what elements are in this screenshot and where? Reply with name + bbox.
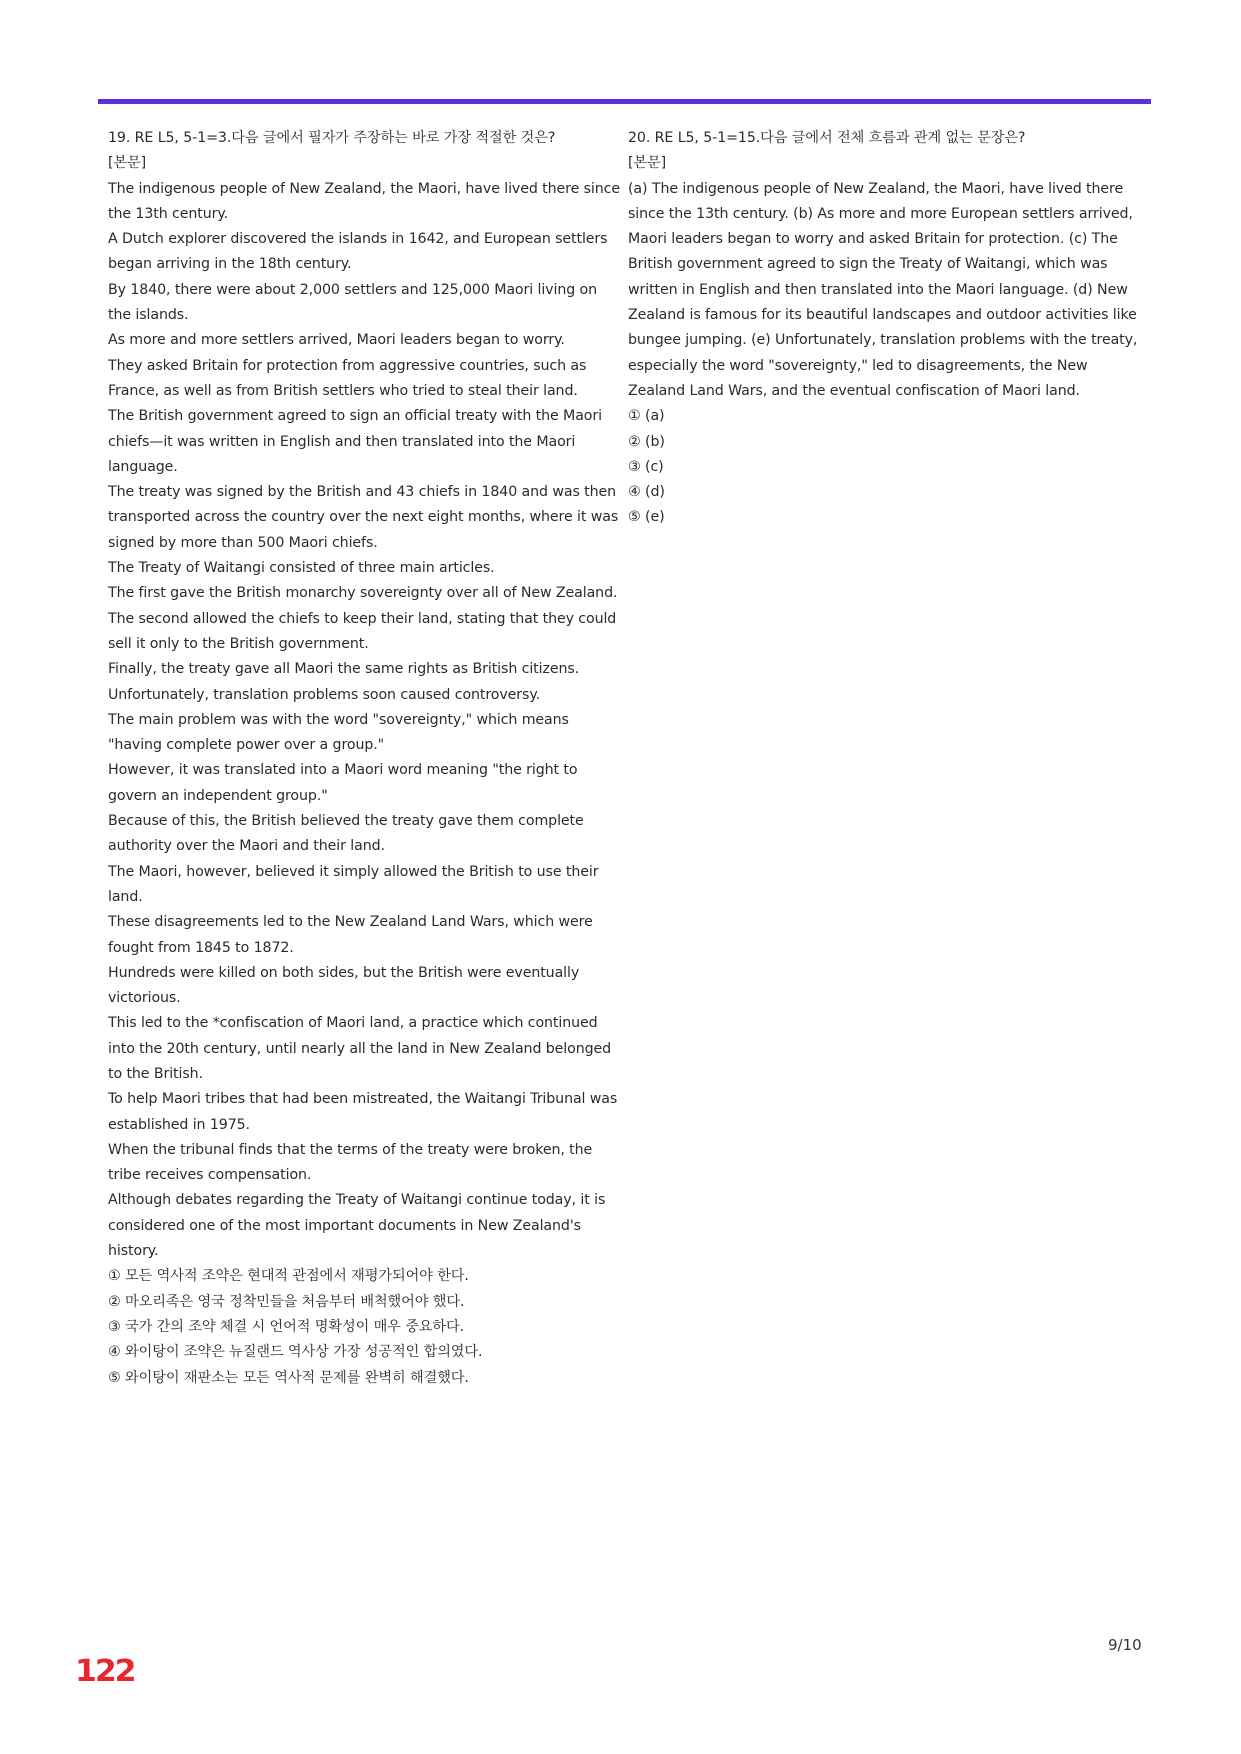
passage-sentence: The British government agreed to sign an official treaty with the Maori chiefs—it was written in English and then translated into the Maori language. bbox=[108, 408, 602, 475]
question-19-passage-tag: [본문] bbox=[108, 155, 147, 172]
passage-sentence: The treaty was signed by the British and 43 chiefs in 1840 and was then transported across the country over the next eight months, where it was signed by more than 500 Maori chiefs. bbox=[108, 484, 619, 551]
passage-sentence: The main problem was with the word "sovereignty," which means "having complete power over a group." bbox=[108, 711, 569, 754]
passage-sentence: They asked Britain for protection from aggressive countries, such as France, as well as from British settlers who tried to steal their land. bbox=[108, 357, 587, 399]
answer-choice-3: ③ (c) bbox=[628, 458, 664, 475]
passage-sentence: The first gave the British monarchy sovereignty over all of New Zealand. bbox=[108, 585, 618, 602]
passage-sentence: Unfortunately, translation problems soon caused controversy. bbox=[108, 686, 541, 703]
publisher-logo: 122 bbox=[75, 1654, 135, 1689]
answer-choice-5: ⑤ 와이탕이 재판소는 모든 역사적 문제를 완벽히 해결했다. bbox=[108, 1369, 469, 1386]
passage-sentence: This led to the *confiscation of Maori land, a practice which continued into the 20th century, until nearly all the land in New Zealand belonged to the British. bbox=[108, 1015, 612, 1082]
passage-sentence: As more and more settlers arrived, Maori leaders began to worry. bbox=[108, 332, 565, 349]
passage-sentence: Although debates regarding the Treaty of Waitangi continue today, it is considered one of the most important documents in New Zealand's history. bbox=[108, 1192, 606, 1260]
answer-choice-2: ② 마오리족은 영국 정착민들을 처음부터 배척했어야 했다. bbox=[108, 1293, 465, 1310]
answer-choice-4: ④ (d) bbox=[628, 484, 665, 501]
passage-sentence: To help Maori tribes that had been mistreated, the Waitangi Tribunal was established in 1975. bbox=[108, 1091, 618, 1133]
answer-choice-4: ④ 와이탕이 조약은 뉴질랜드 역사상 가장 성공적인 합의였다. bbox=[108, 1344, 483, 1361]
passage-sentence: However, it was translated into a Maori word meaning "the right to govern an independent group." bbox=[108, 762, 578, 804]
passage-sentence: Because of this, the British believed the treaty gave them complete authority over the Maori and their land. bbox=[108, 813, 584, 855]
answer-choice-5: ⑤ (e) bbox=[628, 509, 665, 526]
question-19-passage bbox=[108, 177, 620, 1265]
question-20-header: 20. RE L5, 5-1=15.다음 글에서 전체 흐름과 관계 없는 문장은? bbox=[628, 130, 1026, 146]
question-20-passage: (a) The indigenous people of New Zealand, the Maori, have lived there since the 13th century. (b) As more and more European settlers arrived, Maori leaders began to worry and asked Britain for protection. (c) The British government agreed to sign the Treaty of Waitangi, which was written in English and then translated into the Maori language. (d) New Zealand is famous for its beautiful landscapes and outdoor activities like bungee jumping. (e) Unfortunately, translation problems with the treaty, especially the word "sovereignty," led to disagreements, the New Zealand Land Wars, and the eventual confiscation of Maori land. bbox=[628, 180, 1138, 399]
header-divider bbox=[98, 99, 1151, 104]
passage-sentence: A Dutch explorer discovered the islands in 1642, and European settlers began arriving in the 18th century. bbox=[108, 231, 608, 273]
answer-choice-1: ① 모든 역사적 조약은 현대적 관점에서 재평가되어야 한다. bbox=[108, 1268, 469, 1285]
passage-sentence: Finally, the treaty gave all Maori the same rights as British citizens. bbox=[108, 661, 580, 678]
passage-sentence: When the tribunal finds that the terms of the treaty were broken, the tribe receives compensation. bbox=[108, 1141, 593, 1184]
passage-sentence: The Maori, however, believed it simply allowed the British to use their land. bbox=[108, 863, 599, 905]
passage-sentence: The Treaty of Waitangi consisted of three main articles. bbox=[108, 560, 495, 577]
question-20-passage-tag: [본문] bbox=[628, 155, 667, 172]
question-20 bbox=[628, 126, 1140, 531]
question-20-choices bbox=[628, 404, 1140, 530]
answer-choice-3: ③ 국가 간의 조약 체결 시 언어적 명확성이 매우 중요하다. bbox=[108, 1318, 465, 1335]
passage-sentence: The second allowed the chiefs to keep their land, stating that they could sell it only to the British government. bbox=[108, 610, 617, 652]
passage-sentence: These disagreements led to the New Zealand Land Wars, which were fought from 1845 to 1872. bbox=[108, 914, 593, 956]
passage-sentence: The indigenous people of New Zealand, the Maori, have lived there since the 13th century. bbox=[108, 180, 620, 222]
answer-choice-2: ② (b) bbox=[628, 433, 665, 450]
question-19-header: 19. RE L5, 5-1=3.다음 글에서 필자가 주장하는 바로 가장 적절한 것은? bbox=[108, 130, 556, 146]
passage-sentence: Hundreds were killed on both sides, but the British were eventually victorious. bbox=[108, 964, 580, 1007]
answer-choice-1: ① (a) bbox=[628, 408, 665, 425]
question-19 bbox=[108, 126, 620, 1391]
passage-sentence: By 1840, there were about 2,000 settlers and 125,000 Maori living on the islands. bbox=[108, 281, 598, 324]
question-19-choices bbox=[108, 1264, 620, 1390]
page-number: 9/10 bbox=[1108, 1636, 1142, 1654]
